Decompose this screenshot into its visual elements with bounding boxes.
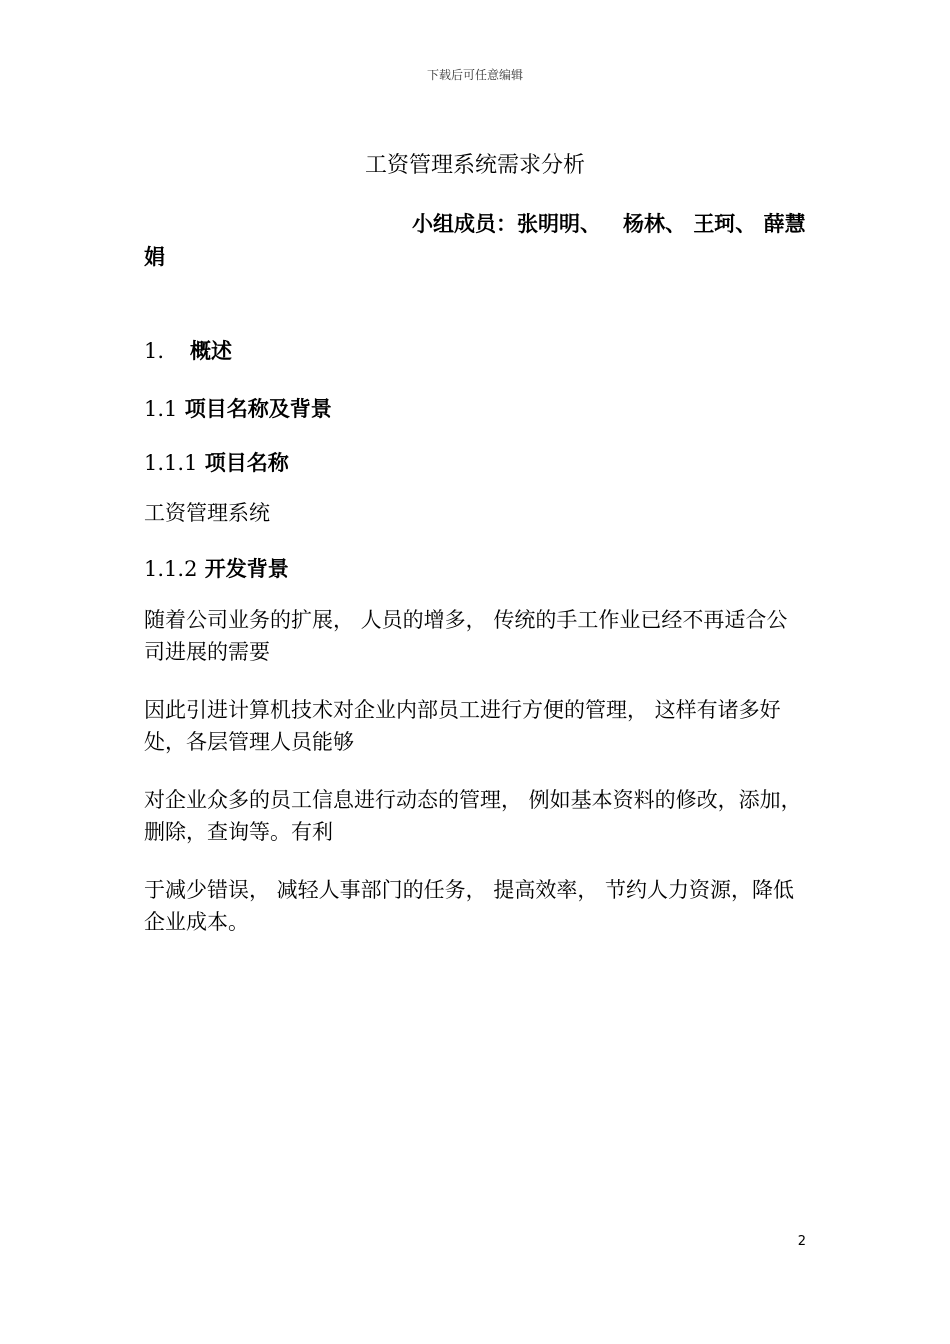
section-number: 1.1 xyxy=(144,397,178,421)
background-paragraph: 对企业众多的员工信息进行动态的管理， 例如基本资料的修改，添加，删除，查询等。有利 xyxy=(144,788,802,844)
page-number: 2 xyxy=(797,1234,806,1249)
member-name: 王珂、 xyxy=(693,212,757,236)
section-title: 开发背景 xyxy=(204,557,289,581)
section-heading-1-1 xyxy=(144,393,332,423)
section-heading-1-1-1 xyxy=(144,447,289,477)
group-members xyxy=(144,208,808,274)
member-name: 薛慧娟 xyxy=(144,212,806,269)
document-title: 工资管理系统需求分析 xyxy=(364,153,585,178)
section-heading-1-1-2 xyxy=(144,553,289,583)
member-name: 张明明、 xyxy=(517,212,601,236)
member-name: 杨林、 xyxy=(623,212,686,236)
section-number: 1. xyxy=(144,339,165,363)
section-number: 1.1.1 xyxy=(144,451,198,475)
section-heading-1 xyxy=(144,335,232,365)
background-paragraph: 因此引进计算机技术对企业内部员工进行方便的管理， 这样有诸多好处，各层管理人员能够 xyxy=(144,698,781,754)
background-paragraph: 于减少错误， 减轻人事部门的任务， 提高效率， 节约人力资源，降低企业成本。 xyxy=(144,878,795,934)
header-note: 下载后可任意编辑 xyxy=(426,68,523,82)
section-title: 概述 xyxy=(190,339,232,363)
section-title: 项目名称及背景 xyxy=(184,397,332,421)
background-paragraph: 随着公司业务的扩展， 人员的增多， 传统的手工作业已经不再适合公司进展的需要 xyxy=(144,608,788,664)
section-title: 项目名称 xyxy=(204,451,289,475)
section-number: 1.1.2 xyxy=(144,557,198,581)
project-name-text: 工资管理系统 xyxy=(144,501,270,525)
members-label: 小组成员： xyxy=(412,212,517,236)
